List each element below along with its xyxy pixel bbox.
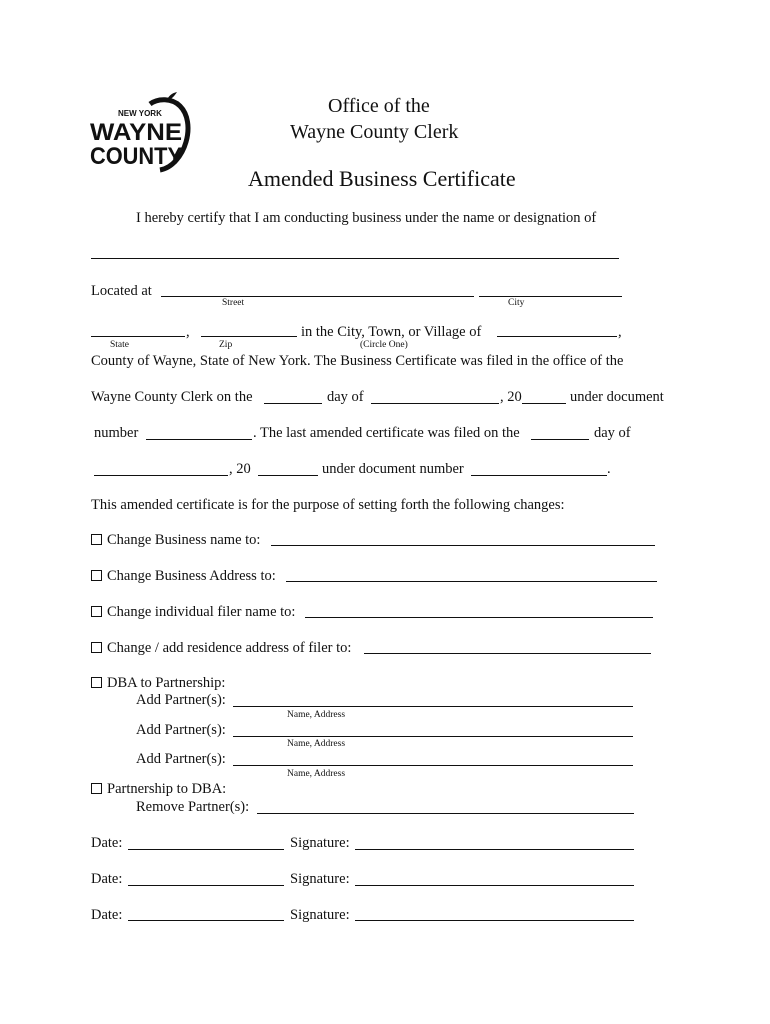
checkbox-filer-name[interactable] [91, 606, 102, 617]
located-label: Located at [91, 283, 152, 299]
dba-to-partnership-label: DBA to Partnership: [107, 675, 226, 691]
circle-one-caption: (Circle One) [360, 340, 408, 350]
purpose-text: This amended certificate is for the purpose of setting forth the following changes: [91, 497, 565, 513]
add-partner-field-2[interactable] [233, 736, 633, 737]
city-caption: City [508, 298, 525, 308]
residence-address-field[interactable] [364, 653, 651, 654]
last-amended-label: . The last amended certificate was filed on the [253, 425, 520, 441]
partnership-to-dba-label: Partnership to DBA: [107, 781, 227, 797]
municipality-field[interactable] [497, 336, 617, 337]
name-address-caption-1: Name, Address [287, 710, 346, 720]
amended-year-field[interactable] [258, 475, 318, 476]
wayne-county-logo [88, 92, 198, 176]
date-label-2: Date: [91, 871, 123, 887]
new-business-name-field[interactable] [271, 545, 655, 546]
add-partner-field-3[interactable] [233, 765, 633, 766]
zip-caption: Zip [219, 340, 233, 350]
change-residence-option[interactable] [91, 640, 351, 657]
checkbox-business-name[interactable] [91, 534, 102, 545]
intro-text: I hereby certify that I am conducting business under the name or designation of [136, 210, 597, 226]
state-caption: State [110, 340, 129, 350]
date-field-2[interactable] [128, 885, 284, 886]
clerk-title: Wayne County Clerk [290, 121, 459, 143]
amended-month-field[interactable] [94, 475, 228, 476]
period: . [607, 461, 611, 477]
day-of-label: day of [327, 389, 364, 405]
partnership-to-dba-option[interactable] [91, 781, 226, 798]
street-caption: Street [222, 298, 245, 308]
county-statement: County of Wayne, State of New York. The Business Certificate was filed in the office of the [91, 353, 624, 369]
signature-field-2[interactable] [355, 885, 634, 886]
document-number-field[interactable] [146, 439, 252, 440]
state-comma: , [186, 324, 190, 340]
filed-day-field[interactable] [264, 403, 322, 404]
filed-month-field[interactable] [371, 403, 499, 404]
street-field[interactable] [161, 296, 474, 297]
remove-partner-label: Remove Partner(s): [136, 799, 250, 815]
amended-document-number-field[interactable] [471, 475, 607, 476]
date-field-1[interactable] [128, 849, 284, 850]
amended-day-field[interactable] [531, 439, 589, 440]
new-filer-name-field[interactable] [305, 617, 653, 618]
date-field-3[interactable] [128, 920, 284, 921]
document-title: Amended Business Certificate [248, 166, 516, 191]
number-label: number [94, 425, 139, 441]
amended-year-prefix: , 20 [229, 461, 251, 477]
new-business-address-field[interactable] [286, 581, 657, 582]
add-partner-label-2: Add Partner(s): [136, 722, 226, 738]
add-partner-label-3: Add Partner(s): [136, 751, 226, 767]
dba-to-partnership-option[interactable] [91, 675, 225, 692]
change-business-name-option[interactable] [91, 532, 260, 549]
logo-newyork: NEW YORK [118, 109, 162, 118]
name-address-caption-3: Name, Address [287, 769, 346, 779]
amended-day-of-label: day of [594, 425, 631, 441]
state-field[interactable] [91, 336, 185, 337]
year-prefix-label: , 20 [500, 389, 522, 405]
signature-label-1: Signature: [290, 835, 350, 851]
clerk-on-the-label: Wayne County Clerk on the [91, 389, 253, 405]
municipality-comma: , [618, 324, 622, 340]
filed-year-field[interactable] [522, 403, 566, 404]
date-label-3: Date: [91, 907, 123, 923]
change-business-address-label: Change Business Address to: [107, 568, 276, 584]
checkbox-residence[interactable] [91, 642, 102, 653]
remove-partner-field[interactable] [257, 813, 634, 814]
signature-label-2: Signature: [290, 871, 350, 887]
date-label-1: Date: [91, 835, 123, 851]
signature-field-1[interactable] [355, 849, 634, 850]
city-field[interactable] [479, 296, 622, 297]
change-business-name-label: Change Business name to: [107, 532, 261, 548]
change-filer-name-label: Change individual filer name to: [107, 604, 296, 620]
checkbox-dba-to-partnership[interactable] [91, 677, 102, 688]
zip-field[interactable] [201, 336, 297, 337]
logo-wayne: WAYNE [90, 119, 182, 146]
city-town-village-label: in the City, Town, or Village of [301, 324, 482, 340]
logo-county: COUNTY [90, 143, 182, 170]
change-residence-label: Change / add residence address of filer to: [107, 640, 352, 656]
under-document-label: under document [570, 389, 664, 405]
change-filer-name-option[interactable] [91, 604, 295, 621]
checkbox-business-address[interactable] [91, 570, 102, 581]
business-name-field[interactable] [91, 258, 619, 259]
add-partner-field-1[interactable] [233, 706, 633, 707]
signature-field-3[interactable] [355, 920, 634, 921]
checkbox-partnership-to-dba[interactable] [91, 783, 102, 794]
signature-label-3: Signature: [290, 907, 350, 923]
change-business-address-option[interactable] [91, 568, 276, 585]
office-title: Office of the [328, 95, 430, 117]
under-document-number-label: under document number [322, 461, 464, 477]
add-partner-label-1: Add Partner(s): [136, 692, 226, 708]
name-address-caption-2: Name, Address [287, 739, 346, 749]
